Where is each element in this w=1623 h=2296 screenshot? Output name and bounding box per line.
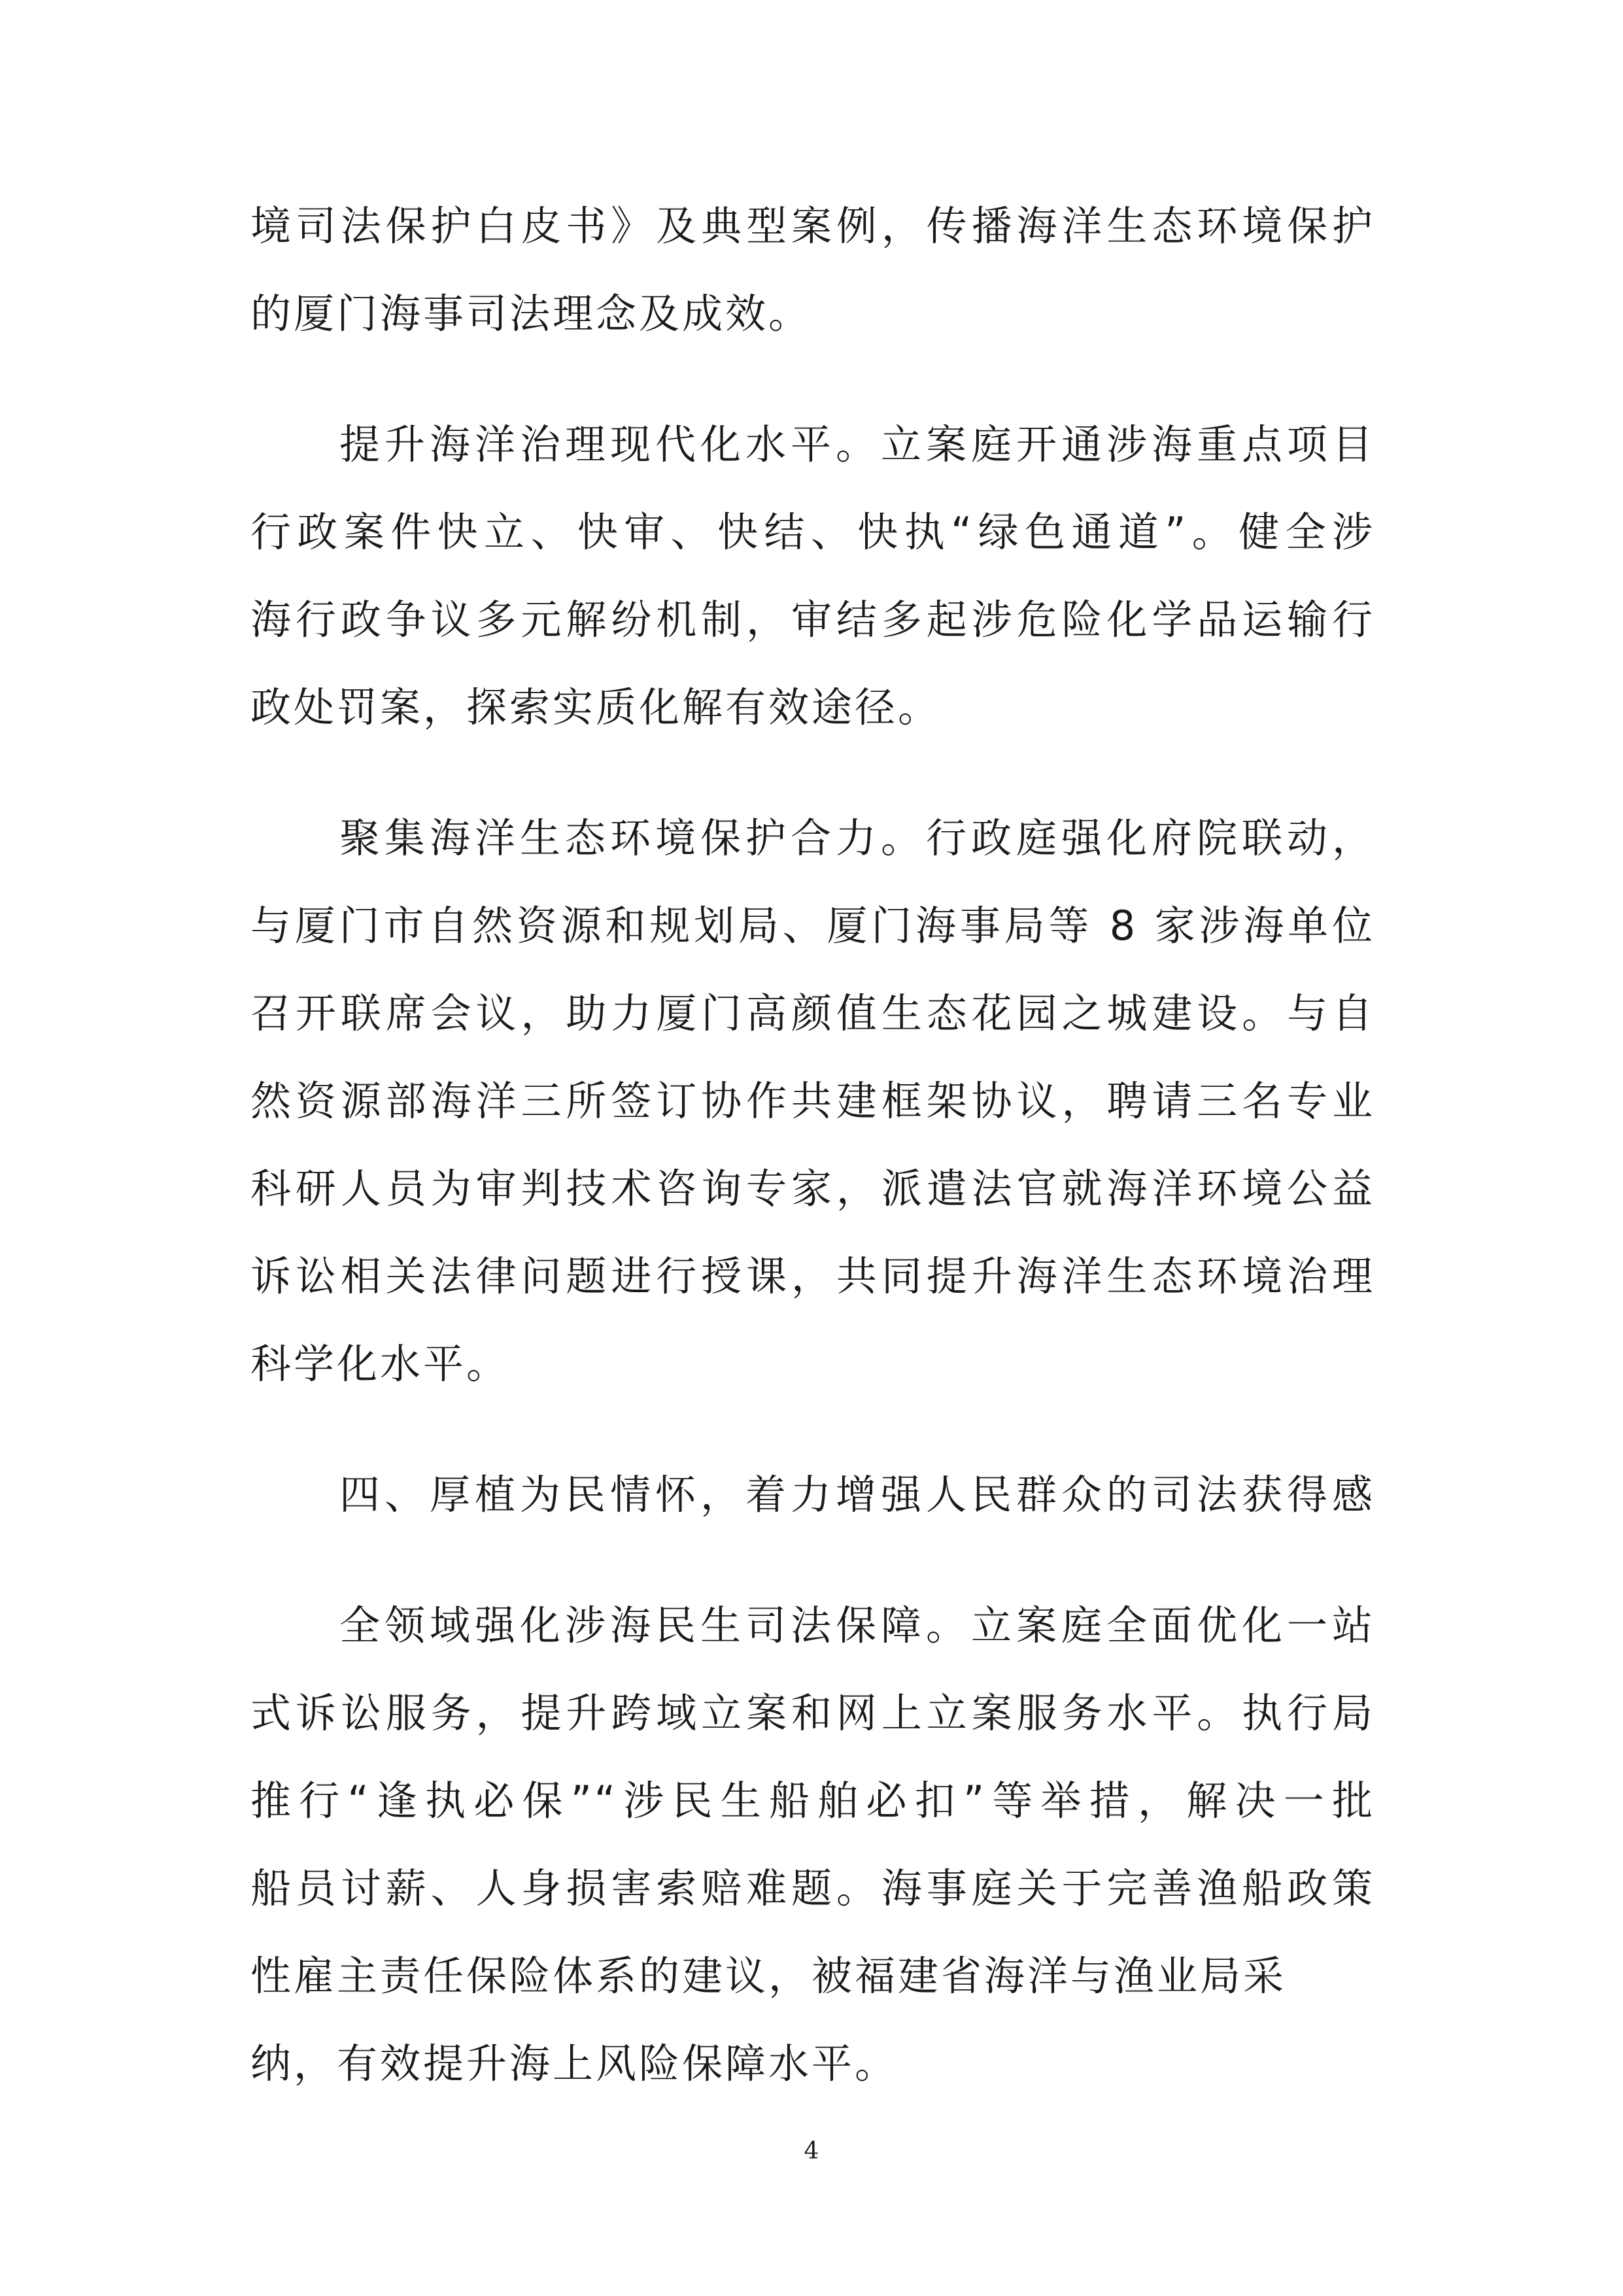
paragraph-line: 与厦门市自然资源和规划局、厦门海事局等 8 家涉海单位 [250, 902, 1375, 950]
paragraph-line: 然资源部海洋三所签订协作共建框架协议，聘请三名专业 [250, 1077, 1375, 1125]
paragraph-line: 的厦门海事司法理念及成效。 [250, 290, 812, 337]
paragraph-line: 召开联席会议，助力厦门高颜值生态花园之城建设。与自 [250, 989, 1375, 1037]
page-number: 4 [804, 2138, 819, 2165]
paragraph-line: 科学化水平。 [250, 1340, 510, 1388]
paragraph-line: 船员讨薪、人身损害索赔难题。海事庭关于完善渔船政策 [250, 1864, 1375, 1912]
paragraph-line: 提升海洋治理现代化水平。立案庭开通涉海重点项目 [339, 420, 1375, 468]
paragraph-line: 海行政争议多元解纷机制，审结多起涉危险化学品运输行 [250, 596, 1375, 643]
paragraph-line: 聚集海洋生态环境保护合力。行政庭强化府院联动， [339, 814, 1375, 862]
paragraph-line: 行政案件快立、快审、快结、快执“绿色通道”。健全涉 [250, 508, 1375, 556]
paragraph-line: 纳，有效提升海上风险保障水平。 [250, 2040, 898, 2087]
paragraph-line: 政处罚案，探索实质化解有效途径。 [250, 683, 942, 731]
paragraph-line: 全领域强化涉海民生司法保障。立案庭全面优化一站 [339, 1602, 1375, 1649]
paragraph-line: 推行“逢执必保”“涉民生船舶必扣”等举措，解决一批 [250, 1777, 1375, 1825]
paragraph-line: 境司法保护白皮书》及典型案例，传播海洋生态环境保护 [250, 202, 1375, 250]
paragraph-line: 性雇主责任保险体系的建议，被福建省海洋与渔业局采 [250, 1952, 1287, 2000]
paragraph-line: 科研人员为审判技术咨询专家，派遣法官就海洋环境公益 [250, 1165, 1375, 1212]
paragraph-line: 式诉讼服务，提升跨域立案和网上立案服务水平。执行局 [250, 1689, 1375, 1737]
section-heading: 四、厚植为民情怀，着力增强人民群众的司法获得感 [339, 1471, 1375, 1518]
paragraph-line: 诉讼相关法律问题进行授课，共同提升海洋生态环境治理 [250, 1252, 1375, 1300]
